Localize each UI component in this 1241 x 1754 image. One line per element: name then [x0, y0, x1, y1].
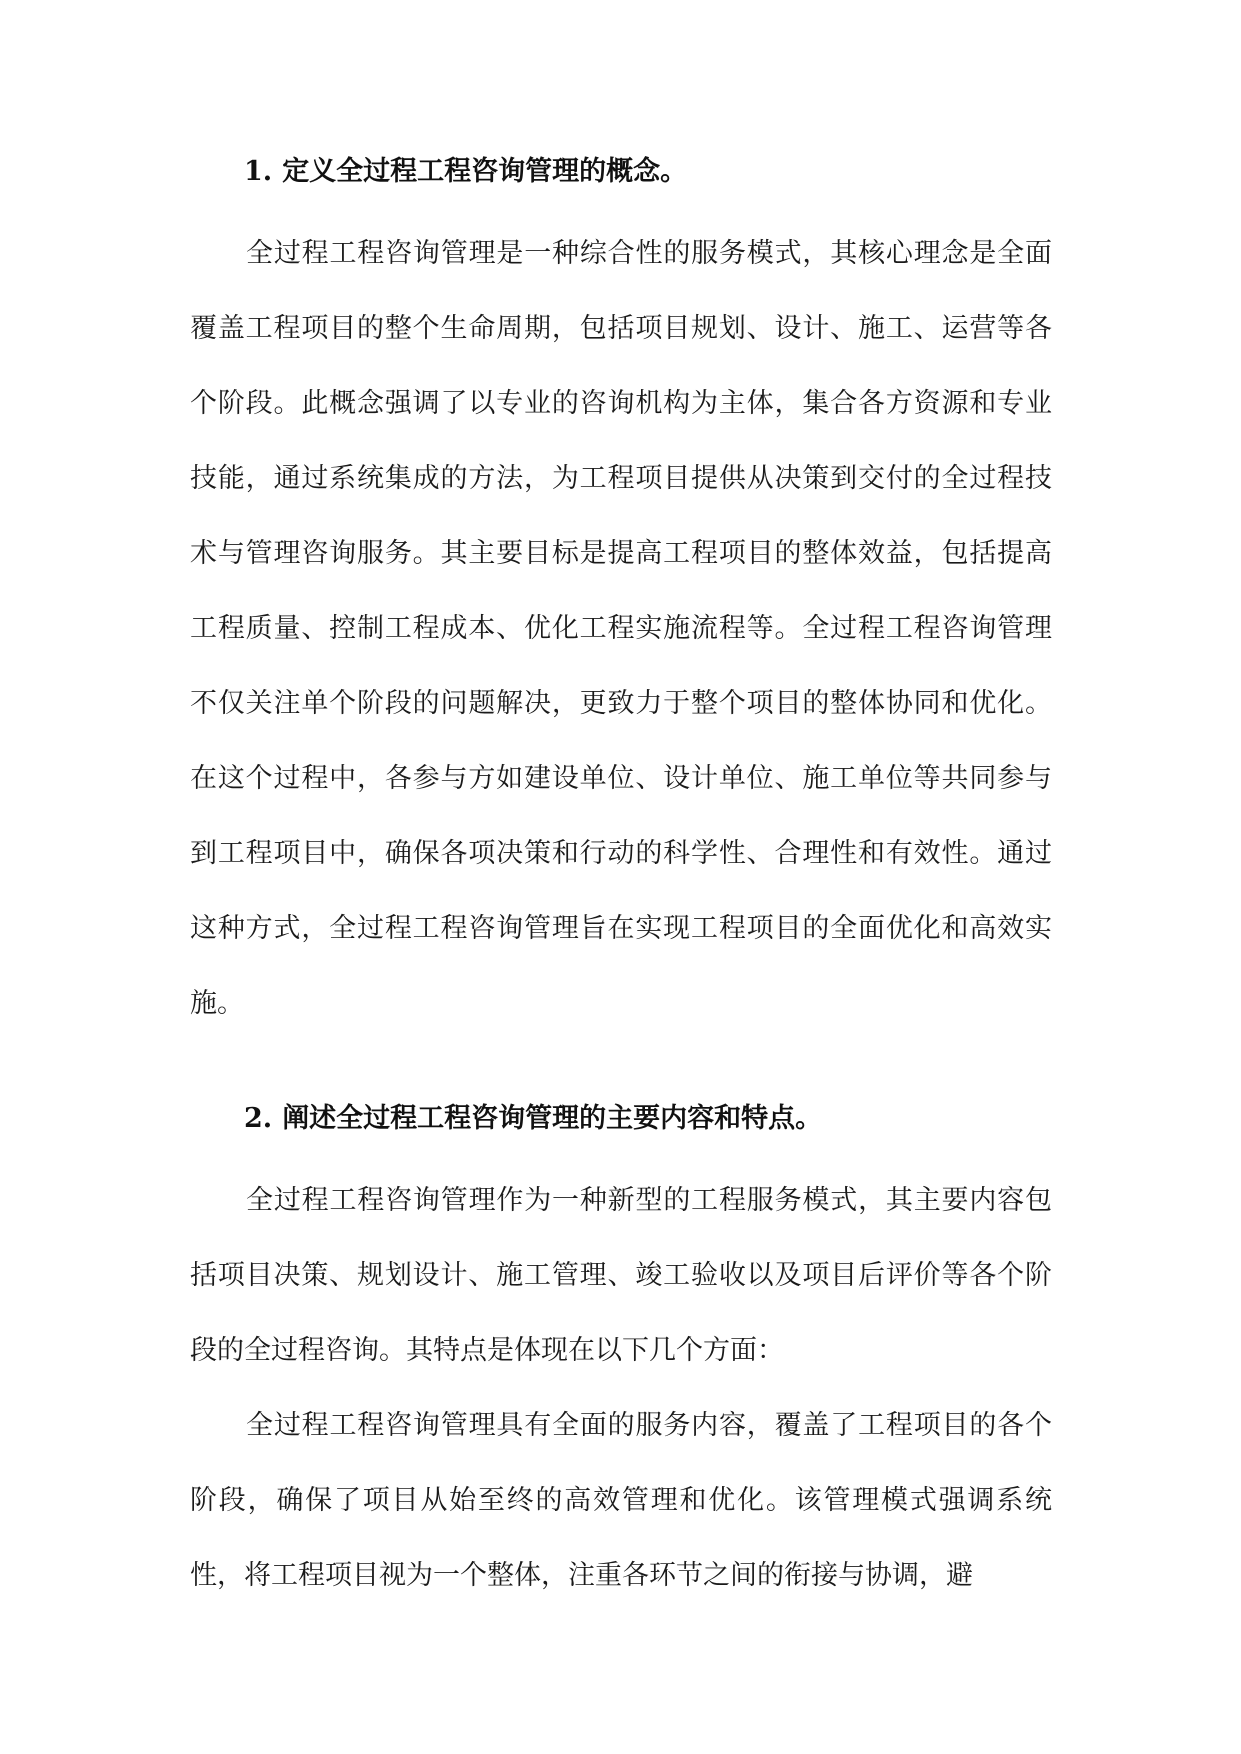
- section-2-heading: [190, 1097, 1052, 1141]
- section-2-title: 阐述全过程工程咨询管理的主要内容和特点。: [282, 1103, 823, 1134]
- section-2-paragraph-2: 全过程工程咨询管理具有全面的服务内容，覆盖了工程项目的各个阶段，确保了项目从始至终的高效管理和优化。该管理模式强调系统性，将工程项目视为一个整体，注重各环节之间的衔接与协调，避: [190, 1410, 1052, 1591]
- document-content: [190, 150, 1052, 1613]
- section-1-number: 1.: [244, 156, 273, 187]
- section-1-paragraph-1: 全过程工程咨询管理是一种综合性的服务模式，其核心理念是全面覆盖工程项目的整个生命周期，包括项目规划、设计、施工、运营等各个阶段。此概念强调了以专业的咨询机构为主体，集合各方资源和专业技能，通过系统集成的方法，为工程项目提供从决策到交付的全过程技术与管理咨询服务。其主要目标是提高工程项目的整体效益，包括提高工程质量、控制工程成本、优化工程实施流程等。全过程工程咨询管理不仅关注单个阶段的问题解决，更致力于整个项目的整体协同和优化。在这个过程中，各参与方如建设单位、设计单位、施工单位等共同参与到工程项目中，确保各项决策和行动的科学性、合理性和有效性。通过这种方式，全过程工程咨询管理旨在实现工程项目的全面优化和高效实施。: [190, 238, 1052, 1019]
- section-1-title: 定义全过程工程咨询管理的概念。: [282, 156, 688, 187]
- section-1-heading: [190, 150, 1052, 194]
- section-2-number: 2.: [244, 1103, 273, 1134]
- section-2-paragraph-1: 全过程工程咨询管理作为一种新型的工程服务模式，其主要内容包括项目决策、规划设计、施工管理、竣工验收以及项目后评价等各个阶段的全过程咨询。其特点是体现在以下几个方面：: [190, 1185, 1052, 1366]
